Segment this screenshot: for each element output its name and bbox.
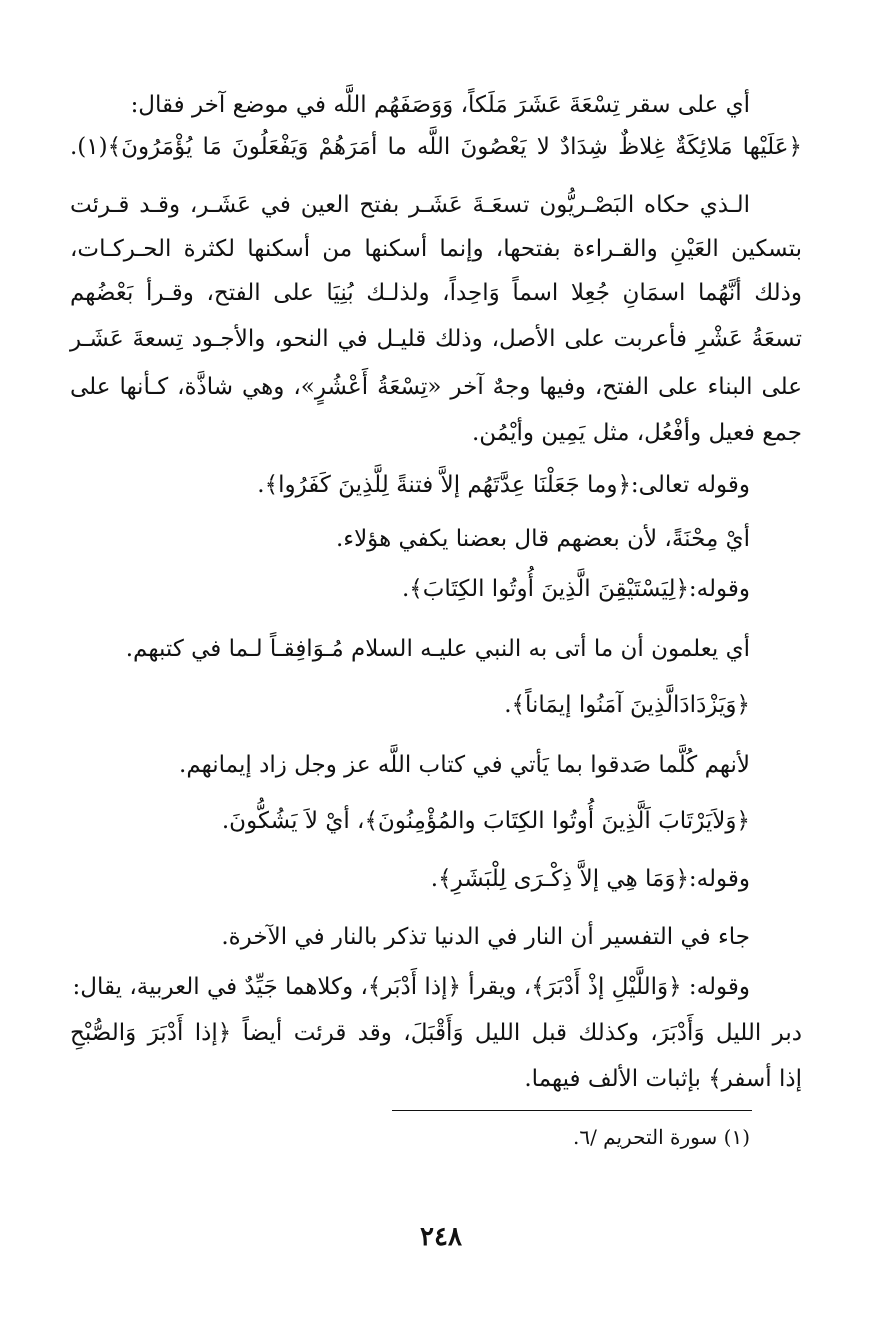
text-line-15: ﴿وَلاَيَرْتَابَ اَلَّذِينَ أُوتُوا الكِتَابَ والمُؤْمِنُونَ﴾، أيْ لاَ يَشُكُّونَ. [221, 808, 750, 834]
text-line-17: جاء في التفسير أن النار في الدنيا تذكر بالنار في الآخرة. [221, 924, 750, 950]
text-line-3: الـذي حكاه البَصْـريُّون تسعَـةَ عَشَـر بفتح العين في عَشَـر، وقـد قـرئت [70, 192, 750, 218]
text-line-2: ﴿عَلَيْها مَلائِكَةٌ غِلاظٌ شِدَادٌ لا يَعْصُونَ اللَّه ما أمَرَهُمْ وَيَفْعَلُونَ مَا يُؤْمَرُونَ﴾(١). [70, 134, 802, 160]
footnote-divider [392, 1110, 752, 1111]
text-line-4: بتسكين العَيْنِ والقـراءة بفتحها، وإنما أسكنها من أسكنها لكثرة الحـركـات، [70, 236, 802, 262]
text-line-11: وقوله:﴿لِيَسْتَيْقِنَ الَّذِينَ أُوتُوا الكِتَابَ﴾. [401, 576, 750, 602]
text-line-8: جمع فعيل وأفْعُل، مثل يَمِين وأيْمُن. [471, 420, 802, 446]
text-line-12: أي يعلمون أن ما أتى به النبي عليـه السلام مُـوَافِقـاً لـما في كتبهم. [125, 636, 750, 662]
text-line-1: أي على سقر تِسْعَةَ عَشَرَ مَلَكاً، وَوَصَفَهُم اللَّه في موضع آخر فقال: [130, 92, 750, 118]
text-line-9: وقوله تعالى:﴿وما جَعَلْنَا عِدَّتَهُم إلاَّ فتنةً لِلَّذِينَ كَفَرُوا﴾. [257, 472, 750, 498]
text-line-10: أيْ مِحْنَةً، لأن بعضهم قال بعضنا يكفي هؤلاء. [335, 526, 750, 552]
text-line-6: تسعَةُ عَشْرِ فأعربت على الأصل، وذلك قليـل في النحو، والأجـود تِسعةَ عَشَـر [70, 326, 802, 352]
text-line-5: وذلك أنَّهُما اسمَانِ جُعِلا اسماً وَاحِداً، ولذلـك بُنِيَا على الفتح، وقـرأ بَعْضُهم [70, 280, 802, 306]
text-line-19: دبر الليل وَأَدْبَرَ، وكذلك قبل الليل وَأَقْبَلَ، وقد قرئت أيضاً ﴿إذا أَدْبَرَ وَالصُّبْحِ [70, 1020, 802, 1046]
text-line-13: ﴿وَيَزْدَادَالَّذِينَ آمَنُوا إيمَاناً﴾. [504, 692, 750, 718]
text-line-14: لأنهم كُلَّما صَدقوا بما يَأتي في كتاب اللَّه عز وجل زاد إيمانهم. [179, 752, 750, 778]
text-line-18: وقوله: ﴿وَاللَّيْلِ إذْ أَدْبَرَ﴾، ويقرأ ﴿إذا أَدْبَر﴾، وكلاهما جَيِّدٌ في العربية، يقال: [72, 974, 750, 1000]
footnote: (١) سورة التحريم /٦. [572, 1125, 750, 1149]
text-line-16: وقوله:﴿وَمَا هِي إلاَّ ذِكْـرَى لِلْبَشَرِ﴾. [430, 866, 750, 892]
text-line-7: على البناء على الفتح، وفيها وجهٌ آخر «تِسْعَةُ أَعْشُرٍ»، وهي شاذَّة، كـأنها على [70, 374, 802, 400]
text-line-20: إذا أسفر﴾ بإثبات الألف فيهما. [524, 1066, 802, 1092]
page-number: ٢٤٨ [420, 1222, 462, 1252]
